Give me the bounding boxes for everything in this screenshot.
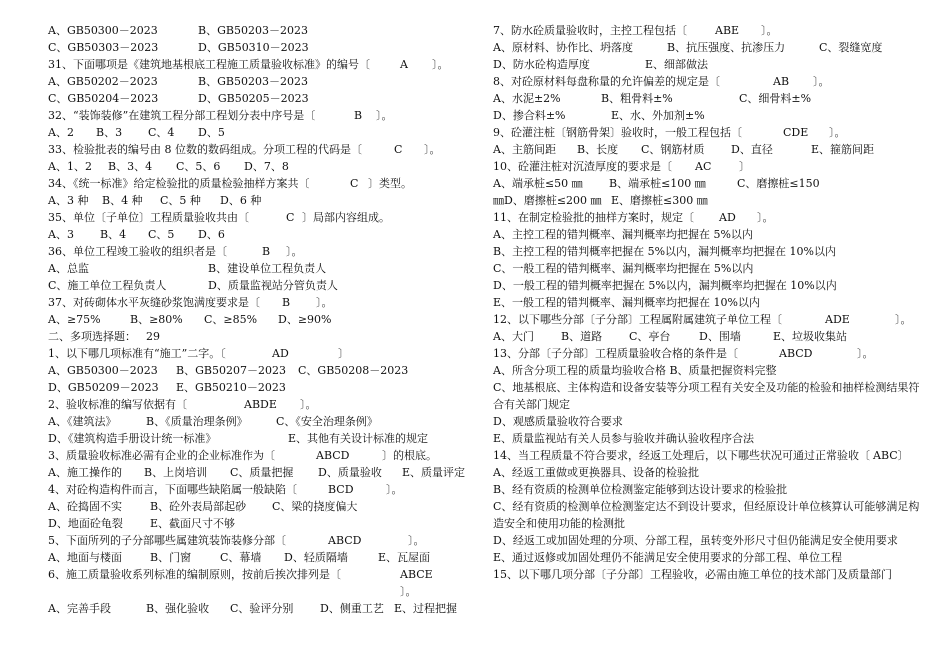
question-line: 15、以下哪几项分部〔子分部〕工程验收，必需由施工单位的技术部门及质量部门 xyxy=(493,568,892,581)
section-heading: 二、多项选择题： 29 xyxy=(48,330,160,343)
option-line: A、2 B、3 C、4 D、5 xyxy=(48,126,225,139)
answer-text: ABCE xyxy=(400,568,433,581)
question-line: 37、对砖砌体水平灰缝砂浆饱满度要求是〔 B 〕。 xyxy=(48,296,333,309)
option-line: E、一般工程的错判概率、漏判概率均把握在 10%以内 xyxy=(493,296,760,309)
question-line: 7、防水砼质量验收时，主控工程包括〔 ABE 〕。 xyxy=(493,24,778,37)
option-line: ㎜D、磨擦桩≤200 ㎜ E、磨擦桩≤300 ㎜ xyxy=(493,194,708,207)
question-line: 31、下面哪项是《建筑地基根底工程施工质量验收标准》的编号〔 A 〕。 xyxy=(48,58,449,71)
question-line: 14、当工程质量不符合要求，经返工处理后，以下哪些状况可通过正常验收〔 ABC〕 xyxy=(493,449,909,462)
answer-text: ADE xyxy=(825,313,850,326)
question-line: 6、施工质量验收系列标准的编制原则，按前后挨次排列是〔 ABCE xyxy=(48,568,433,581)
option-line-wrapped: C、地基根底、主体构造和设备安装等分项工程有关安全及功能的检验和抽样检测结果符合有关部门规定 xyxy=(493,381,920,411)
answer-text: AB xyxy=(773,75,790,88)
option-line: D、掺合料±% E、水、外加剂±% xyxy=(493,109,705,122)
question-line: 11、在制定检验批的抽样方案时，规定〔 AD 〕。 xyxy=(493,211,774,224)
option-line: D、GB50209－2023 E、GB50210－2023 xyxy=(48,381,286,394)
option-line: D、观感质量验收符合要求 xyxy=(493,415,623,428)
answer-text: AD xyxy=(272,347,289,360)
answer-text: ABCD xyxy=(316,449,350,462)
question-line: 32、“装饰装修”在建筑工程分部工程划分表中序号是〔 B 〕。 xyxy=(48,109,393,122)
option-line: A、水泥±2% B、粗骨料±% C、细骨料±% xyxy=(493,92,812,105)
option-line: A、≥75% B、≥80% C、≥85% D、≥90% xyxy=(48,313,332,326)
option-line: C、一般工程的错判概率、漏判概率均把握在 5%以内 xyxy=(493,262,754,275)
option-line: C、施工单位工程负责人 D、质量监视站分管负责人 xyxy=(48,279,338,292)
option-line: A、GB50300－2023 B、GB50207－2023 C、GB50208－2023 xyxy=(48,364,409,377)
option-line: D、一般工程的错判概率把握在 5%以内，漏判概率均把握在 10%以内 xyxy=(493,279,837,292)
question-line: 12、以下哪些分部〔子分部〕工程属附属建筑子单位工程〔 ADE 〕。 xyxy=(493,313,912,326)
option-line: A、砼捣固不实 B、砼外表局部起砂 C、梁的挠度偏大 xyxy=(48,500,358,513)
answer-text: B xyxy=(282,296,291,309)
answer-text: AD xyxy=(719,211,736,224)
answer-text: CDE xyxy=(783,126,809,139)
answer-text: C xyxy=(350,177,359,190)
question-line: 13、分部〔子分部〕工程质量验收合格的条件是〔 ABCD 〕。 xyxy=(493,347,874,360)
question-line: 4、对砼构造构件而言，下面哪些缺陷属一般缺陷〔 BCD 〕。 xyxy=(48,483,403,496)
option-line: A、地面与楼面 B、门窗 C、幕墙 D、轻质隔墙 E、瓦屋面 xyxy=(48,551,431,564)
option-line-wrapped: C、经有资质的检测单位检测鉴定达不到设计要求，但经原设计单位核算认可能够满足构造安全和使用功能的检测批 xyxy=(493,500,920,530)
question-line: 9、砼灌注桩〔钢筋骨架〕验收时，一般工程包括〔 CDE 〕。 xyxy=(493,126,846,139)
answer-text: ABCD xyxy=(779,347,813,360)
answer-text: B xyxy=(354,109,363,122)
option-line: A、完善手段 B、强化验收 C、验评分别 D、侧重工艺 E、过程把握 xyxy=(48,602,458,615)
option-line: A、总监 B、建设单位工程负责人 xyxy=(48,262,327,275)
answer-text: A xyxy=(400,58,408,71)
answer-text: AC xyxy=(695,160,712,173)
option-line: A、GB50202－2023 B、GB50203－2023 xyxy=(48,75,308,88)
option-line: C、GB50204－2023 D、GB50205－2023 xyxy=(48,92,309,105)
question-line: 33、检验批表的编号由 8 位数的数码组成。分项工程的代码是〔 C 〕。 xyxy=(48,143,441,156)
question-line: 2、验收标准的编写依据有〔 ABDE 〕。 xyxy=(48,398,317,411)
option-line: B、主控工程的错判概率把握在 5%以内，漏判概率均把握在 10%以内 xyxy=(493,245,836,258)
option-line: E、质量监视站有关人员参与验收并确认验收程序合法 xyxy=(493,432,755,445)
answer-text: C xyxy=(286,211,295,224)
option-line: C、GB50303－2023 D、GB50310－2023 xyxy=(48,41,309,54)
option-line: A、主筋间距 B、长度 C、钢筋材质 D、直径 E、箍筋间距 xyxy=(493,143,875,156)
option-line: D、地面砼龟裂 E、截面尺寸不够 xyxy=(48,517,236,530)
question-line: 36、单位工程竣工验收的组织者是〔 B 〕。 xyxy=(48,245,303,258)
option-line: B、经有资质的检测单位检测鉴定能够到达设计要求的检验批 xyxy=(493,483,788,496)
option-line: A、1、2 B、3、4 C、5、6 D、7、8 xyxy=(48,160,289,173)
question-line: 35、单位〔子单位〕工程质量验收共由〔 C 〕局部内容组成。 xyxy=(48,211,390,224)
option-line: A、主控工程的错判概率、漏判概率均把握在 5%以内 xyxy=(493,228,753,241)
option-line: A、原材料、协作比、坍落度 B、抗压强度、抗渗压力 C、裂缝宽度 xyxy=(493,41,883,54)
right-column xyxy=(493,22,923,583)
question-line-continued: 〕。 xyxy=(400,585,417,598)
option-line: A、3 种 B、4 种 C、5 种 D、6 种 xyxy=(48,194,262,207)
answer-text: ABC〕 xyxy=(873,449,909,462)
answer-text: BCD xyxy=(328,483,354,496)
option-line: D、《建筑构造手册设计统一标准》 E、其他有关设计标准的规定 xyxy=(48,432,429,445)
option-line: A、所含分项工程的质量均验收合格 B、质量把握资料完整 xyxy=(493,364,777,377)
option-line: E、通过返修或加固处理仍不能满足安全使用要求的分部工程、单位工程 xyxy=(493,551,843,564)
option-line-wrapped: D、经返工或加固处理的分项、分部工程，虽转变外形尺寸但仍能满足安全使用要求 xyxy=(493,534,898,547)
question-line: 1、以下哪几项标准有“施工”二字。〔 AD 〕 xyxy=(48,347,349,360)
option-line: A、经返工重做或更换器具、设备的检验批 xyxy=(493,466,699,479)
option-line: A、端承桩≤50 ㎜ B、端承桩≤100 ㎜ C、磨擦桩≤150 xyxy=(493,177,820,190)
option-line: A、《建筑法》 B、《质量治理条例》 C、《安全治理条例》 xyxy=(48,415,378,428)
answer-text: C xyxy=(394,143,403,156)
option-line: D、防水砼构造厚度 E、细部做法 xyxy=(493,58,709,71)
answer-text: ABCD xyxy=(328,534,362,547)
option-line: A、大门 B、道路 C、亭台 D、围墙 E、垃圾收集站 xyxy=(493,330,848,343)
left-column xyxy=(48,22,480,617)
answer-text: B xyxy=(262,245,271,258)
option-line: A、GB50300－2023 B、GB50203－2023 xyxy=(48,24,308,37)
option-line: A、施工操作的 B、上岗培训 C、质量把握 D、质量验收 E、质量评定 xyxy=(48,466,466,479)
answer-text: ABE xyxy=(715,24,740,37)
question-line: 34、《统一标准》给定检验批的质量检验抽样方案共〔 C 〕类型。 xyxy=(48,177,412,190)
question-line: 5、下面所列的子分部哪些属建筑装饰装修分部〔 ABCD 〕。 xyxy=(48,534,425,547)
answer-text: ABDE xyxy=(244,398,277,411)
question-line: 10、砼灌注桩对沉渣厚度的要求是〔 AC 〕 xyxy=(493,160,750,173)
question-line: 3、质量验收标准必需有企业的企业标准作为〔 ABCD 〕的根底。 xyxy=(48,449,437,462)
option-line: A、3 B、4 C、5 D、6 xyxy=(48,228,225,241)
question-line: 8、对砼原材料每盘称量的允许偏差的规定是〔 AB 〕。 xyxy=(493,75,830,88)
